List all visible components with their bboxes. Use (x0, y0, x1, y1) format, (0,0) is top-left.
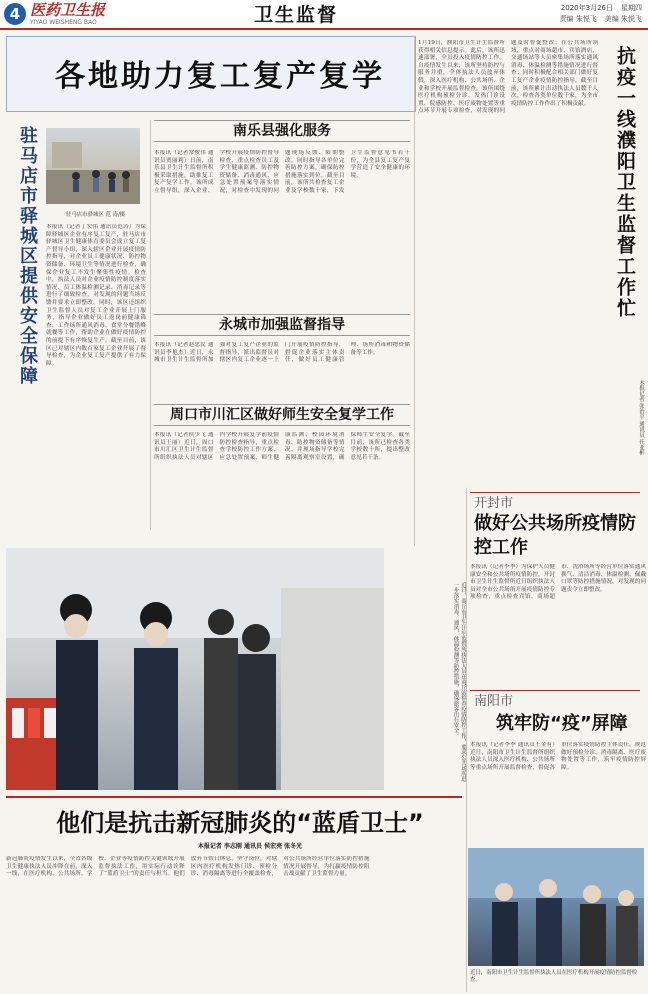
section-title: 卫生监督 (254, 4, 339, 26)
designer-credit: 美编 朱悦飞 (604, 15, 642, 23)
yongcheng-title: 永城市加强监督指导 (154, 314, 410, 336)
chuanhui-title: 周口市川汇区做好师生安全复学工作 (154, 404, 410, 426)
zhumadian-body: 本报讯（记者丁宏伟 通讯员范涛）为保障驿城区企业有序复工复产，驻马店市驿城区卫生健康体育委员会成立复工复产督导小组，深入辖区企业开展疫情防控指导，对企业员工健康状况、防控物资储备、环境卫生等情况进行检查，确保企业复工不发生聚集性疫情。检查中，执法人员对企业疫情防控制度落实情况、员工体温检测记录、消毒记录等进行了细致检查，对发现的问题当场反馈并要求立即整改。同时，该区还组织卫生监督人员对复工企业开展上门服务，指导企业做好员工返岗前健康筛查、工作场所通风消毒、食堂分餐错峰就餐等工作，帮助企业在做好疫情防控的前提下有序恢复生产。截至目前，该区已对辖区内数百家复工企业开展了督导检查，为企业复工复产提供了有力保障。 (46, 224, 146, 367)
editor-credit: 责编 朱悦飞 (559, 15, 597, 23)
column-divider (150, 120, 151, 530)
officers-illustration (6, 548, 384, 790)
bottom-rule (6, 796, 462, 798)
blue-shield-byline: 本报记者 李志刚 通讯员 侯宏亮 张冬光 (197, 843, 303, 850)
workers-illustration (46, 128, 140, 204)
page-number: 4 (4, 3, 26, 25)
blue-shield-headline: 他们是抗击新冠肺炎的“蓝盾卫士” (56, 809, 424, 837)
column-divider (414, 36, 415, 546)
zhumadian-photo-caption: 驻马店市驿城区 范 涛/摄 (66, 212, 126, 218)
header-meta (552, 3, 642, 25)
kaifeng-location: 开封市 (474, 496, 514, 511)
main-headline: 各地助力复工复产复学 (55, 59, 385, 94)
inspectors-illustration (468, 848, 644, 966)
nanyang-title: 筑牢防“疫”屏障 (496, 713, 628, 734)
nanyang-body: 本报讯（记者李季 通讯员王金有）近日，南阳市卫生计生监督所组织执法人员深入医疗机构、公共场所等重点场所开展监督检查，督促各单位落实疫情防控主体责任，规范做好预检分诊、消毒隔离、医疗废物处置等工作，筑牢疫情防控屏障。 (470, 742, 646, 771)
puyang-byline: 本报记者 张治平 通讯员 任亚彬 (638, 380, 644, 456)
masthead-logo: 医药卫生报 (30, 1, 106, 19)
nanyang-photo (468, 848, 644, 966)
puyang-body: 1月19日，濮阳市卫生计生监督所获得相关信息提示。此后，该所迅速部署，全员投入疫情防控工作。自疫情发生以来，该所坚持防控与服务并重，全体执法人员放弃休假，深入医疗机构、公共场所、企业和学校开展监督检查。该所围绕医疗机构预检分诊、发热门诊设置、院感防控、医疗废物处置等重点环节开展专项检查，对发现的问题及时督促整改；在公共场所领域，重点对商场超市、宾馆酒店、交通场站等人员密集场所落实通风消毒、体温检测等措施情况进行督查；同时积极配合相关部门做好复工复产企业疫情防控指导。截至目前，该所累计出动执法人员数千人次，检查各类单位数千家，为全市疫情防控工作作出了积极贡献。 (418, 40, 598, 115)
page-header (0, 0, 648, 30)
puyang-vertical-title: 抗疫一线濮阳卫生监督工作忙 (614, 46, 636, 319)
blue-shield-photo-caption: 近日，商丘市卫生计生监督所执法人员在商丘站检查疫情防控工作，要求公共场所进一步落实消毒、通风、体温检测等防控措施，确保旅客出行安全。 (452, 582, 466, 782)
chuanhui-body: 本报讯（记者侯少飞 通讯员王丽）近日，周口市川汇区卫生计生监督所组织执法人员对辖区内学校开展复学前疫情防控检查指导，重点检查学校防控工作方案、应急处置预案、师生健康监测、校园环境消毒、防控物资储备等情况，并现场指导学校完善隔离观察室设置，确保师生安全复学。截至目前，该所已检查各类学校数十所，提出整改意见若干条。 (154, 432, 410, 461)
zhumadian-vertical-title: 驻马店市驿城区提供安全保障 (17, 126, 38, 386)
kaifeng-rule (470, 492, 640, 493)
blue-shield-photo (6, 548, 384, 790)
kaifeng-body: 本报讯（记者李季）为保护人员健康安全和公共场所疫情防控，开封市卫生计生监督所近日组织执法人员对全市公共场所开展疫情防控专项检查，重点检查宾馆、商场超市、洗浴场所等经营单位落实通风换气、清洁消毒、体温检测、佩戴口罩等防控措施情况，对发现的问题责令立即整改。 (470, 564, 646, 601)
nanyang-rule (470, 690, 640, 691)
issue-weekday: 星期四 (621, 4, 642, 12)
issue-date: 2020年3月26日 (560, 4, 613, 12)
blue-shield-body: 新冠肺炎疫情发生以来，全省各级卫生健康执法人员冲锋在前，深入一线，在医疗机构、公共场所、学校、企业等疫情防控关键领域开展监督执法工作，用实际行动诠释了“蓝盾卫士”的责任与担当。他们放弃节假日休息，坚守岗位，对辖区内医疗机构发热门诊、预检分诊、消毒隔离等进行全覆盖检查，对公共场所经营单位落实防控措施情况开展督导，为打赢疫情防控阻击战贡献了卫生监督力量。 (6, 856, 370, 878)
yongcheng-body: 本报讯（记者赵忠民 通讯员李艳杰）近日，永城市卫生计生监督所加强对复工复产企业的监督指导，派出监督员对辖区内复工企业逐一上门开展疫情防控指导，督促企业落实主体责任，做好员工健康管理、场所消毒和物资储备等工作。 (154, 342, 410, 364)
nanle-title: 南乐县强化服务 (154, 120, 410, 142)
zhumadian-photo (46, 128, 140, 204)
masthead-english: YIYAO WEISHENG BAO (30, 19, 97, 26)
column-divider (466, 488, 467, 992)
nanyang-location: 南阳市 (474, 694, 514, 709)
kaifeng-title: 做好公共场所疫情防控工作 (474, 513, 636, 558)
nanle-body: 本报讯（记者常俊伟 通讯员贾丽莉）日前，南乐县卫生计生监督所积极采取措施，助推复工复产复学工作。该所成立督导组，深入企业、学校开展疫情防控督导检查，重点检查员工及学生健康监测、防控物资储备、消毒通风、应急处置预案等落实情况，对检查中发现的问题现场反馈、限期整改，同时指导各单位完善防控方案，确保防控措施落实到位。截至目前，该所共检查复工企业及学校数十家，下发卫生监督意见书若干份，为全县复工复产复学营造了安全健康的环境。 (154, 150, 410, 194)
nanyang-photo-caption: 近日，南阳市卫生计生监督所执法人员在医疗机构开展疫情防控监督检查。 (470, 970, 638, 984)
